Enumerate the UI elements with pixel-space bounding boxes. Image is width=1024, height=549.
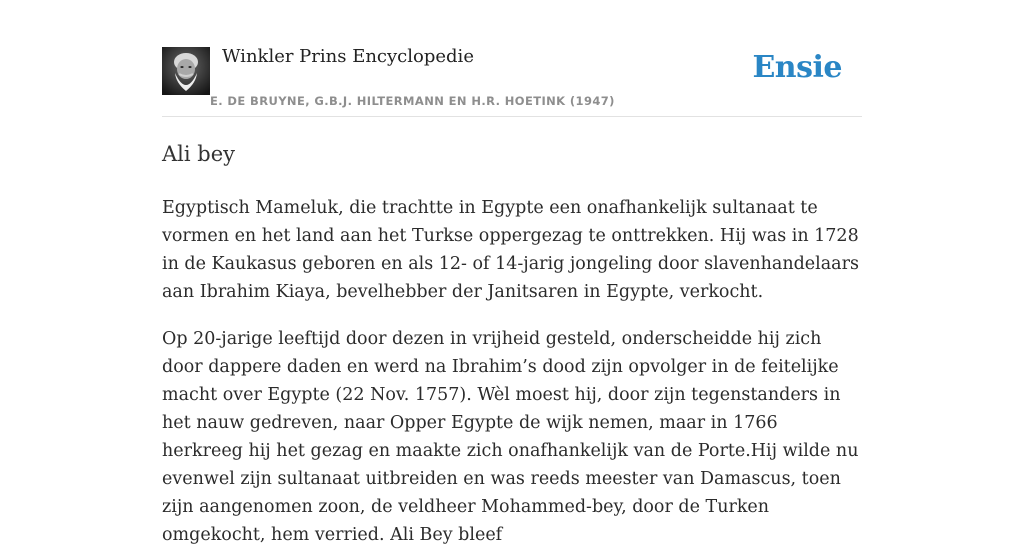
source-header <box>162 0 862 117</box>
article-paragraph: Egyptisch Mameluk, die trachtte in Egypte een onafhankelijk sultanaat te vormen en het land aan het Turkse oppergezag te onttrekken. Hij was in 1728 in de Kaukasus geboren en als 12- of 14-jarig jongeling door slavenhandelaars aan Ibrahim Kiaya, bevelhebber der Janitsaren in Egypte, verkocht. <box>162 198 859 302</box>
portrait-icon <box>162 47 210 95</box>
source-title[interactable]: Winkler Prins Encyclopedie <box>222 46 474 67</box>
article-paragraph: Op 20-jarige leeftijd door dezen in vrijheid gesteld, onderscheidde hij zich door dappere daden en werd na Ibrahim’s dood zijn opvolger in de feitelijke macht over Egypte (22 Nov. 1757). Wèl moest hij, door zijn tegenstanders in het nauw gedreven, naar Opper Egypte de wijk nemen, maar in 1766 herkreeg hij het gezag en maakte zich onafhankelijk van de Porte.Hij wilde nu evenwel zijn sultanaat uitbreiden en was reeds meester van Damascus, toen zijn aangenomen zoon, de veldheer Mohammed-bey, door de Turken omgekocht, hem verried. Ali Bey bleef <box>162 329 859 545</box>
article <box>162 138 862 549</box>
authors-byline: E. DE BRUYNE, G.B.J. HILTERMANN EN H.R. HOETINK (1947) <box>210 94 615 108</box>
author-avatar[interactable] <box>162 47 210 95</box>
article-title: Ali bey <box>162 142 236 166</box>
ensie-logo[interactable]: Ensie <box>752 50 842 85</box>
